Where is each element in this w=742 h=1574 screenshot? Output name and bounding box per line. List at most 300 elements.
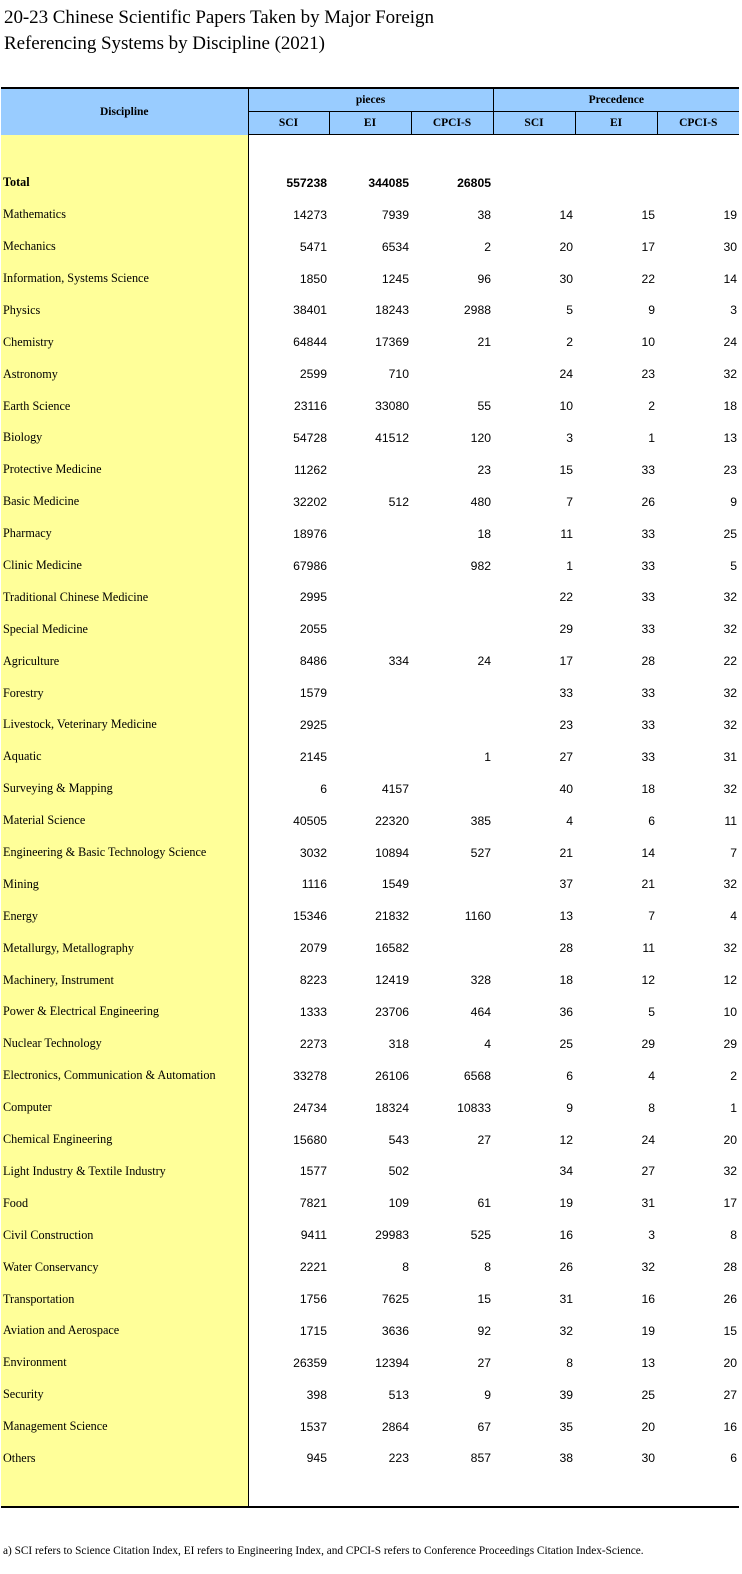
value-cell-cpci [411,932,493,964]
value-cell-ei: 1549 [381,877,409,892]
table-row [1,1219,739,1251]
table-row [1,613,739,645]
value-cell-p-sci: 12 [559,1132,574,1147]
value-cell-p-sci: 23 [559,717,574,732]
value-cell-cpci: 61 [477,1196,492,1211]
value-cell-sci: 6 [320,781,327,796]
value-cell-ei: 12419 [375,973,409,988]
table-row [1,263,739,295]
value-cell-sci: 18976 [293,526,327,541]
value-cell-p-sci: 22 [559,590,574,605]
value-cell-p-sci: 36 [559,1004,574,1019]
value-cell-ei: 334 [388,654,409,669]
value-cell-sci: 398 [306,1387,327,1402]
value-cell-p-sci: 33 [559,686,574,701]
value-cell-p-ei: 25 [641,1387,656,1402]
table-row [1,1315,739,1347]
value-cell-p-ei: 12 [641,973,656,988]
value-cell-p-sci: 40 [559,781,574,796]
value-cell-p-ei: 32 [641,1260,656,1275]
table-row [1,326,739,358]
value-cell-p-sci: 5 [566,303,574,318]
value-cell-p-cpci: 22 [723,654,738,669]
value-cell-p-sci: 1 [566,558,574,573]
header-precedence-sci: SCI [493,112,575,135]
value-cell-cpci: 120 [470,430,492,445]
value-cell-p-cpci: 17 [723,1196,738,1211]
value-cell-sci: 2079 [299,941,327,956]
value-cell-p-cpci: 20 [723,1132,738,1147]
value-cell-ei: 344085 [368,175,409,190]
value-cell-cpci: 92 [477,1323,492,1338]
table-row [1,645,739,677]
value-cell-p-ei: 26 [641,494,656,509]
discipline-cell: Management Science [1,1411,248,1443]
value-cell-sci: 14273 [293,207,327,222]
discipline-cell: Water Conservancy [1,1251,248,1283]
value-cell-p-ei: 16 [641,1292,656,1306]
table-row [1,1156,739,1188]
value-cell-cpci: 21 [477,335,492,350]
value-cell-p-sci: 18 [559,973,574,988]
value-cell-p-ei: 14 [641,845,656,860]
value-cell-p-sci: 4 [566,813,574,828]
value-cell-cpci: 55 [477,399,492,414]
value-cell-p-sci: 35 [559,1419,574,1434]
discipline-cell: Agriculture [1,645,248,677]
value-cell-p-cpci: 32 [723,877,738,892]
value-cell-cpci: 18 [477,526,492,541]
value-cell-sci: 1116 [301,877,327,892]
discipline-cell: Material Science [1,805,248,837]
value-cell-p-sci: 24 [559,367,574,382]
value-cell-ei: 109 [388,1196,409,1211]
discipline-cell: Food [1,1187,248,1219]
value-cell-sci: 24734 [293,1100,327,1115]
value-cell-cpci [411,613,493,645]
value-cell-ei [329,550,411,582]
table-row [1,837,739,869]
table-header [1,88,739,135]
header-pieces-sci: SCI [248,112,329,135]
value-cell-p-ei: 9 [648,303,656,318]
value-cell-p-ei: 22 [641,271,656,286]
value-cell-p-cpci: 32 [723,781,738,796]
value-cell-p-cpci: 1 [730,1100,738,1115]
table-row [1,390,739,422]
value-cell-sci: 7821 [299,1196,327,1211]
discipline-cell: Physics [1,294,248,326]
value-cell-sci: 2055 [299,622,327,637]
value-cell-ei [329,454,411,486]
title-line-2: Referencing Systems by Discipline (2021) [4,33,325,54]
value-cell-cpci: 96 [477,271,492,286]
value-cell-p-ei: 10 [641,335,656,350]
value-cell-sci: 11262 [294,462,327,477]
discipline-cell: Mathematics [1,199,248,231]
value-cell-sci: 40505 [293,813,327,828]
value-cell-p-ei: 17 [641,239,656,254]
value-cell-p-cpci: 32 [723,941,738,956]
value-cell-p-ei: 30 [641,1451,656,1466]
value-cell-ei: 33080 [375,399,409,414]
table-row [1,741,739,773]
value-cell-p-cpci: 32 [723,367,738,382]
value-cell-p-ei: 13 [641,1355,656,1370]
table-row [1,677,739,709]
header-pieces-cpci: CPCI-S [411,112,493,135]
value-cell-ei: 21832 [375,909,409,924]
value-cell-cpci [411,581,493,613]
discipline-cell: Electronics, Communication & Automation [1,1060,248,1092]
value-cell-cpci: 38 [477,207,492,222]
value-cell-p-sci: 10 [559,399,574,414]
value-cell-sci: 3032 [299,845,327,860]
title-line-1: 20-23 Chinese Scientific Papers Taken by Major Foreign [4,7,434,28]
table-row [1,1347,739,1379]
value-cell-sci: 15346 [293,909,327,924]
value-cell-cpci: 328 [470,973,492,988]
value-cell-p-ei: 33 [641,526,656,541]
value-cell-sci: 1537 [299,1419,327,1434]
value-cell-p-sci: 11 [560,526,574,541]
value-cell-p-sci: 19 [559,1196,574,1211]
value-cell-cpci [411,677,493,709]
total-row [1,167,739,199]
value-cell-p-sci: 6 [566,1068,574,1083]
discipline-cell: Basic Medicine [1,486,248,518]
table-row [1,294,739,326]
value-cell-p-cpci: 24 [723,335,738,350]
value-cell-p-sci [493,167,575,199]
page-title [4,5,738,57]
value-cell-sci: 2221 [299,1260,327,1275]
discipline-cell: Aviation and Aerospace [1,1315,248,1347]
value-cell-sci: 557238 [286,175,327,190]
value-cell-sci: 15680 [293,1132,327,1147]
value-cell-cpci [411,773,493,805]
value-cell-p-sci: 13 [559,909,574,924]
value-cell-p-cpci: 15 [723,1323,738,1338]
value-cell-cpci: 8 [484,1260,492,1275]
value-cell-p-ei: 4 [648,1068,656,1083]
value-cell-p-cpci: 18 [723,399,738,414]
value-cell-p-ei: 19 [641,1323,656,1338]
value-cell-p-sci: 7 [566,494,574,509]
discipline-table [1,87,739,1508]
table-row [1,964,739,996]
value-cell-cpci: 464 [470,1004,492,1019]
value-cell-ei: 29983 [375,1228,409,1243]
value-cell-ei: 2864 [381,1419,409,1434]
value-cell-cpci: 1 [484,749,492,764]
value-cell-p-cpci: 26 [723,1292,738,1306]
discipline-cell: Livestock, Veterinary Medicine [1,709,248,741]
value-cell-p-sci: 27 [559,749,574,764]
value-cell-sci: 33278 [293,1068,327,1083]
value-cell-sci: 1715 [299,1323,327,1338]
value-cell-cpci: 6568 [463,1068,492,1083]
spacer-row [1,135,739,167]
value-cell-p-ei: 18 [641,781,656,796]
discipline-cell: Others [1,1443,248,1475]
value-cell-p-ei: 28 [641,654,656,669]
value-cell-p-ei: 15 [641,207,656,222]
value-cell-p-cpci: 9 [730,494,738,509]
value-cell-p-ei: 24 [641,1132,656,1147]
value-cell-p-ei: 23 [641,367,656,382]
value-cell-ei: 3636 [381,1323,409,1338]
value-cell-p-ei: 7 [648,909,656,924]
value-cell-p-cpci: 27 [723,1387,738,1402]
value-cell-sci: 1577 [299,1164,327,1179]
value-cell-p-cpci: 5 [730,558,738,573]
table-row [1,1124,739,1156]
value-cell-p-cpci: 12 [723,973,738,988]
value-cell-cpci: 67 [477,1419,492,1434]
value-cell-p-cpci: 6 [730,1451,738,1466]
table-row [1,518,739,550]
value-cell-p-sci: 38 [559,1451,574,1466]
value-cell-p-ei: 20 [641,1419,656,1434]
value-cell-p-ei: 33 [641,717,656,732]
value-cell-p-sci: 29 [559,622,574,637]
value-cell-p-cpci: 30 [723,239,738,254]
value-cell-p-ei: 33 [641,558,656,573]
value-cell-sci: 2273 [299,1036,327,1051]
table-row [1,868,739,900]
value-cell-p-cpci: 4 [730,909,738,924]
value-cell-ei: 18324 [375,1100,409,1115]
value-cell-ei: 41512 [375,430,409,445]
value-cell-cpci: 857 [470,1451,492,1466]
value-cell-p-ei: 33 [641,686,656,701]
value-cell-ei: 10894 [375,845,409,860]
table-row [1,486,739,518]
value-cell-p-sci: 3 [566,430,574,445]
discipline-cell: Information, Systems Science [1,263,248,295]
value-cell-cpci: 2 [484,239,492,254]
value-cell-ei: 512 [388,494,409,509]
discipline-cell: Clinic Medicine [1,550,248,582]
value-cell-sci: 64844 [293,335,327,350]
value-cell-p-ei: 31 [641,1196,656,1211]
table-row [1,422,739,454]
value-cell-sci: 9411 [300,1228,327,1243]
value-cell-ei: 17369 [375,335,409,350]
value-cell-p-cpci: 23 [723,462,738,477]
table-row [1,900,739,932]
value-cell-cpci [411,1156,493,1188]
value-cell-ei [329,581,411,613]
discipline-cell: Metallurgy, Metallography [1,932,248,964]
value-cell-ei [329,613,411,645]
value-cell-sci: 8486 [299,654,327,669]
value-cell-cpci: 15 [477,1292,492,1306]
value-cell-p-cpci: 13 [723,430,738,445]
discipline-cell: Surveying & Mapping [1,773,248,805]
table-row [1,805,739,837]
value-cell-p-sci: 37 [559,877,574,892]
value-cell-sci: 1579 [299,686,327,701]
value-cell-p-ei: 33 [641,462,656,477]
table-row [1,1187,739,1219]
value-cell-ei [329,709,411,741]
value-cell-ei: 223 [388,1451,409,1466]
value-cell-p-ei: 3 [648,1228,656,1243]
value-cell-cpci: 1160 [464,909,492,924]
discipline-cell: Environment [1,1347,248,1379]
value-cell-sci: 38401 [293,303,327,318]
value-cell-ei: 710 [388,367,409,382]
value-cell-ei: 12394 [375,1355,409,1370]
value-cell-ei: 513 [388,1387,409,1402]
discipline-cell: Aquatic [1,741,248,773]
value-cell-p-sci: 2 [566,335,574,350]
value-cell-p-sci: 21 [559,845,574,860]
discipline-cell: Security [1,1379,248,1411]
value-cell-sci: 2995 [299,590,327,605]
discipline-cell: Biology [1,422,248,454]
value-cell-p-ei: 33 [641,590,656,605]
value-cell-cpci: 527 [470,845,492,860]
value-cell-p-cpci: 2 [730,1068,738,1083]
table-row [1,709,739,741]
value-cell-ei: 543 [388,1132,409,1147]
value-cell-ei [329,518,411,550]
table-row [1,199,739,231]
value-cell-cpci: 26805 [457,175,492,190]
value-cell-p-sci: 8 [566,1355,574,1370]
header-discipline: Discipline [1,88,248,135]
value-cell-cpci: 385 [470,813,492,828]
discipline-cell: Civil Construction [1,1219,248,1251]
value-cell-p-ei: 27 [641,1164,656,1179]
table-body [1,135,739,1508]
value-cell-p-ei: 6 [648,813,656,828]
table-row [1,550,739,582]
value-cell-p-ei: 11 [642,941,656,956]
discipline-cell: Traditional Chinese Medicine [1,581,248,613]
value-cell-p-sci: 31 [559,1292,574,1306]
value-cell-p-sci: 26 [559,1260,574,1275]
value-cell-sci: 945 [306,1451,327,1466]
discipline-cell: Total [1,167,248,199]
value-cell-p-sci: 28 [559,941,574,956]
table-row [1,1411,739,1443]
value-cell-p-cpci: 31 [723,749,738,764]
table-row [1,1283,739,1315]
value-cell-p-ei: 21 [641,877,656,892]
table-row [1,773,739,805]
value-cell-p-ei: 33 [641,622,656,637]
value-cell-ei: 6534 [381,239,409,254]
discipline-cell: Power & Electrical Engineering [1,996,248,1028]
value-cell-p-cpci: 25 [723,526,738,541]
table-row [1,932,739,964]
value-cell-ei: 18243 [375,303,409,318]
value-cell-p-sci: 34 [559,1164,574,1179]
value-cell-cpci: 4 [484,1036,492,1051]
value-cell-sci: 67986 [293,558,327,573]
discipline-cell: Forestry [1,677,248,709]
value-cell-p-cpci: 32 [723,590,738,605]
value-cell-p-cpci: 28 [723,1260,738,1275]
header-precedence: Precedence [493,88,739,112]
value-cell-ei: 318 [388,1036,409,1051]
value-cell-ei [329,741,411,773]
value-cell-ei: 23706 [375,1004,409,1019]
table-row [1,231,739,263]
value-cell-ei: 16582 [375,941,409,956]
value-cell-sci: 1333 [299,1004,327,1019]
value-cell-p-cpci: 20 [723,1355,738,1370]
value-cell-ei: 22320 [375,813,409,828]
value-cell-cpci [411,358,493,390]
discipline-cell: Astronomy [1,358,248,390]
value-cell-sci: 54728 [293,430,327,445]
value-cell-p-ei: 33 [641,749,656,764]
discipline-cell: Protective Medicine [1,454,248,486]
table-row [1,1092,739,1124]
value-cell-cpci: 2988 [463,303,492,318]
value-cell-p-sci: 32 [559,1323,574,1338]
value-cell-sci: 2145 [299,749,327,764]
table-row [1,996,739,1028]
value-cell-cpci: 480 [470,494,492,509]
value-cell-sci: 2925 [299,717,327,732]
discipline-cell: Nuclear Technology [1,1028,248,1060]
value-cell-sci: 32202 [293,494,327,509]
value-cell-p-ei: 2 [648,399,656,414]
value-cell-sci: 1850 [299,271,327,286]
table-row [1,1060,739,1092]
value-cell-p-cpci: 16 [723,1419,738,1434]
value-cell-p-sci: 39 [559,1387,574,1402]
table-row [1,454,739,486]
value-cell-p-cpci: 32 [723,622,738,637]
value-cell-sci: 26359 [293,1355,327,1370]
value-cell-cpci [411,868,493,900]
value-cell-p-ei: 8 [648,1100,656,1115]
value-cell-ei: 4157 [381,781,409,796]
value-cell-p-cpci: 11 [724,813,738,828]
value-cell-p-sci: 17 [559,654,574,669]
table-row [1,1028,739,1060]
discipline-cell: Computer [1,1092,248,1124]
value-cell-p-cpci: 10 [723,1004,738,1019]
value-cell-ei [329,677,411,709]
value-cell-ei: 8 [402,1260,409,1275]
value-cell-p-sci: 20 [559,239,574,254]
value-cell-sci: 1756 [299,1292,327,1306]
value-cell-p-cpci: 14 [723,271,738,286]
table-row [1,1379,739,1411]
discipline-cell: Chemical Engineering [1,1124,248,1156]
value-cell-p-ei [575,167,657,199]
value-cell-p-sci: 16 [559,1228,574,1243]
table-row [1,1251,739,1283]
value-cell-sci: 2599 [299,367,327,382]
value-cell-ei: 7939 [381,207,409,222]
value-cell-p-cpci [657,167,739,199]
value-cell-p-cpci: 7 [730,845,738,860]
value-cell-p-cpci: 32 [723,686,738,701]
discipline-cell: Transportation [1,1283,248,1315]
discipline-cell: Special Medicine [1,613,248,645]
discipline-cell: Engineering & Basic Technology Science [1,837,248,869]
value-cell-cpci: 24 [477,654,492,669]
